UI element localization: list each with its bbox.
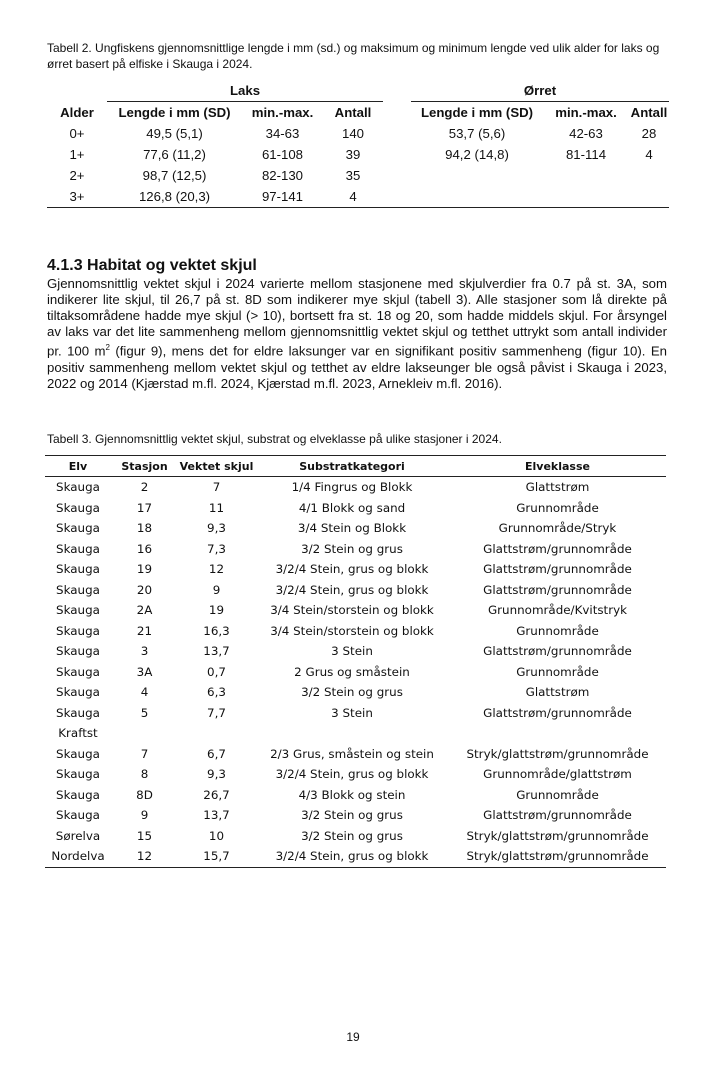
table3-row: Skauga 8D 26,7 4/3 Blokk og stein Grunnområde (56, 787, 599, 802)
header-orret-minmax: min.-max. (555, 105, 617, 120)
table3-row: Skauga 2A 19 3/4 Stein/storstein og blokk Grunnområde/Kvitstryk (56, 603, 628, 618)
section-heading: 4.1.3 Habitat og vektet skjul (47, 257, 257, 274)
table2-row: 1+ 77,6 (11,2) 61-108 39 94,2 (14,8) 81-114 4 (69, 147, 653, 162)
header-vektet-skjul: Vektet skjul (178, 456, 255, 477)
table3-row: Skauga 9 13,7 3/2 Stein og grus Glattstrøm/grunnområde (56, 808, 632, 823)
group-orret: Ørret (411, 79, 669, 102)
header-alder: Alder (60, 104, 94, 120)
table2 (47, 79, 669, 208)
table3-row: Sørelva 15 10 3/2 Stein og grus Stryk/glattstrøm/grunnområde (55, 828, 649, 843)
header-laks-minmax: min.-max. (251, 105, 314, 120)
table2-caption: Tabell 2. Ungfiskens gjennomsnittlige lengde i mm (sd.) og maksimum og minimum lengde ved ulik alder for laks og ørret basert på elfiske i Skauga i 2024. (47, 41, 660, 71)
header-elv: Elv (45, 456, 111, 477)
table3-row: Skauga 18 9,3 3/4 Stein og Blokk Grunnområde/Stryk (56, 521, 617, 536)
table3-row: Skauga 3A 0,7 2 Grus og småstein Grunnområde (56, 664, 599, 679)
header-laks-lengde: Lengde i mm (SD) (118, 105, 231, 120)
group-laks: Laks (107, 79, 383, 102)
table2-row: 2+ 98,7 (12,5) 82-130 35 (69, 168, 361, 183)
table3-row: Skauga 16 7,3 3/2 Stein og grus Glattstrøm/grunnområde (56, 541, 632, 556)
header-orret-lengde: Lengde i mm (SD) (420, 105, 534, 120)
table3-row: Skauga 5 7,7 3 Stein Glattstrøm/grunnområde (56, 705, 632, 720)
header-orret-antall: Antall (630, 105, 668, 120)
table3-row: Skauga 3 13,7 3 Stein Glattstrøm/grunnområde (56, 644, 632, 659)
table2-row: 3+ 126,8 (20,3) 97-141 4 (47, 186, 669, 208)
table3-row: Skauga 19 12 3/2/4 Stein, grus og blokk Glattstrøm/grunnområde (56, 562, 632, 577)
table3 (45, 455, 666, 868)
page-number: 19 (346, 1030, 360, 1044)
section-paragraph: Gjennomsnittlig vektet skjul i 2024 varierte mellom stasjonene med skjulverdier fra 0.7 på st. 3A, som indikerer lite skjul, til 26,7 på st. 8D som indikerer mye skjul (tabell 3). Alle stasjoner som lå direkte på tiltaksområdene hadde mye skjul (> 10), bortsett fra st. 18 og 20, som hadde middels skjul. For årsyngel av laks var det lite sammenheng mellom gjennomsnittlig vektet skjul og tetthet uttrykt som antall individer pr. 100 $m^2$ (figur 9), mens det for eldre laksunger var en signifikant positiv sammenheng (figur 10). En positiv sammenheng mellom vektet skjul og tetthet av eldre lakseunger ble også påvist i Skauga i 2023, 2022 og 2014 (Kjærstad m.fl. 2024, Kjærstad m.fl. 2023, Arnekleiv m.fl. 2016). (47, 276, 667, 391)
table3-caption: Tabell 3. Gjennomsnittlig vektet skjul, substrat og elveklasse på ulike stasjoner i 2024. (47, 432, 502, 446)
table3-row: Skauga 8 9,3 3/2/4 Stein, grus og blokk Grunnområde/glattstrøm (56, 767, 632, 782)
table3-row: Skauga 2 7 1/4 Fingrus og Blokk Glattstrøm (56, 480, 590, 495)
table3-row: Nordelva 12 15,7 3/2/4 Stein, grus og blokk Stryk/glattstrøm/grunnområde (45, 846, 666, 867)
header-stasjon: Stasjon (111, 456, 178, 477)
header-substratkategori: Substratkategori (255, 456, 449, 477)
table3-row: Kraftst (58, 726, 98, 741)
table2-row: 0+ 49,5 (5,1) 34-63 140 53,7 (5,6) 42-63 28 (69, 126, 657, 141)
table3-row: Skauga 17 11 4/1 Blokk og sand Grunnområde (56, 500, 599, 515)
table3-row: Skauga 21 16,3 3/4 Stein/storstein og blokk Grunnområde (56, 623, 599, 638)
table3-row: Skauga 7 6,7 2/3 Grus, småstein og stein Stryk/glattstrøm/grunnområde (56, 746, 649, 761)
table3-row: Skauga 20 9 3/2/4 Stein, grus og blokk Glattstrøm/grunnområde (56, 582, 632, 597)
header-elveklasse: Elveklasse (449, 456, 666, 477)
table3-row: Skauga 4 6,3 3/2 Stein og grus Glattstrøm (56, 685, 590, 700)
header-laks-antall: Antall (334, 105, 372, 120)
